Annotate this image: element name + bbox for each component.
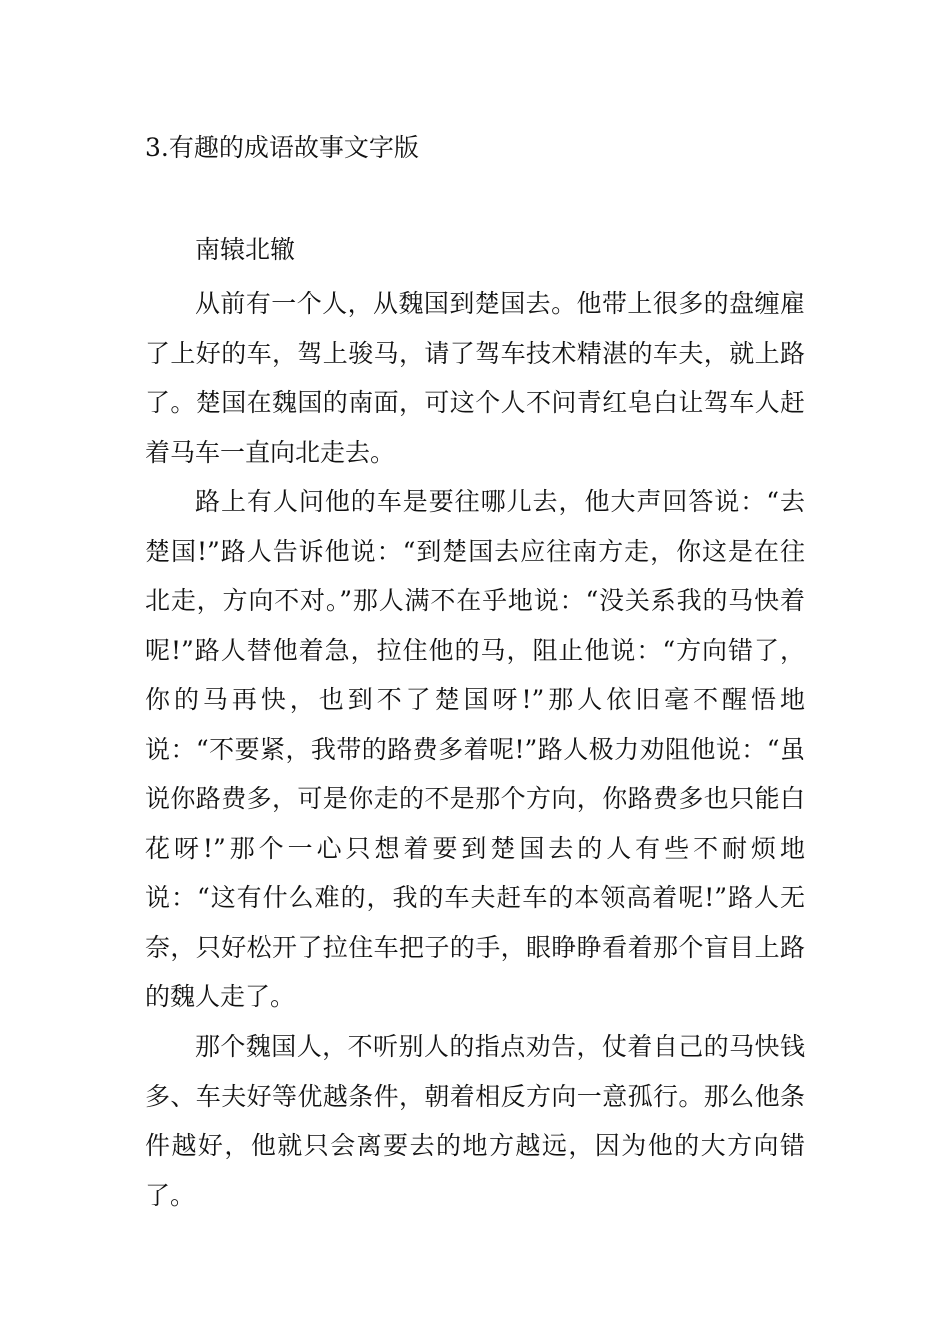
story-title: 南辕北辙 (195, 235, 296, 264)
section-heading: 3.有趣的成语故事文字版 (145, 133, 419, 162)
story-paragraph-3: 那个魏国人，不听别人的指点劝告，仗着自己的马快钱多、车夫好等优越条件，朝着相反方向一意孤行。那么他条件越好，他就只会离要去的地方越远，因为他的大方向错了。 (145, 1032, 805, 1210)
story-paragraph-1: 从前有一个人，从魏国到楚国去。他带上很多的盘缠雇了上好的车，驾上骏马，请了驾车技术精湛的车夫，就上路了。楚国在魏国的南面，可这个人不问青红皂白让驾车人赶着马车一直向北走去。 (145, 289, 805, 467)
story-paragraph-2: 路上有人问他的车是要往哪儿去，他大声回答说：“去楚国!”路人告诉他说：“到楚国去应往南方走，你这是在往北走，方向不对。”那人满不在乎地说：“没关系我的马快着呢!”路人替他着急，拉住他的马，阻止他说：“方向错了，你的马再快，也到不了楚国呀!”那人依旧毫不醒悟地说：“不要紧，我带的路费多着呢!”路人极力劝阻他说：“虽说你路费多，可是你走的不是那个方向，你路费多也只能白花呀!”那个一心只想着要到楚国去的人有些不耐烦地说：“这有什么难的，我的车夫赶车的本领高着呢!”路人无奈，只好松开了拉住车把子的手，眼睁睁看着那个盲目上路的魏人走了。 (145, 487, 805, 1011)
